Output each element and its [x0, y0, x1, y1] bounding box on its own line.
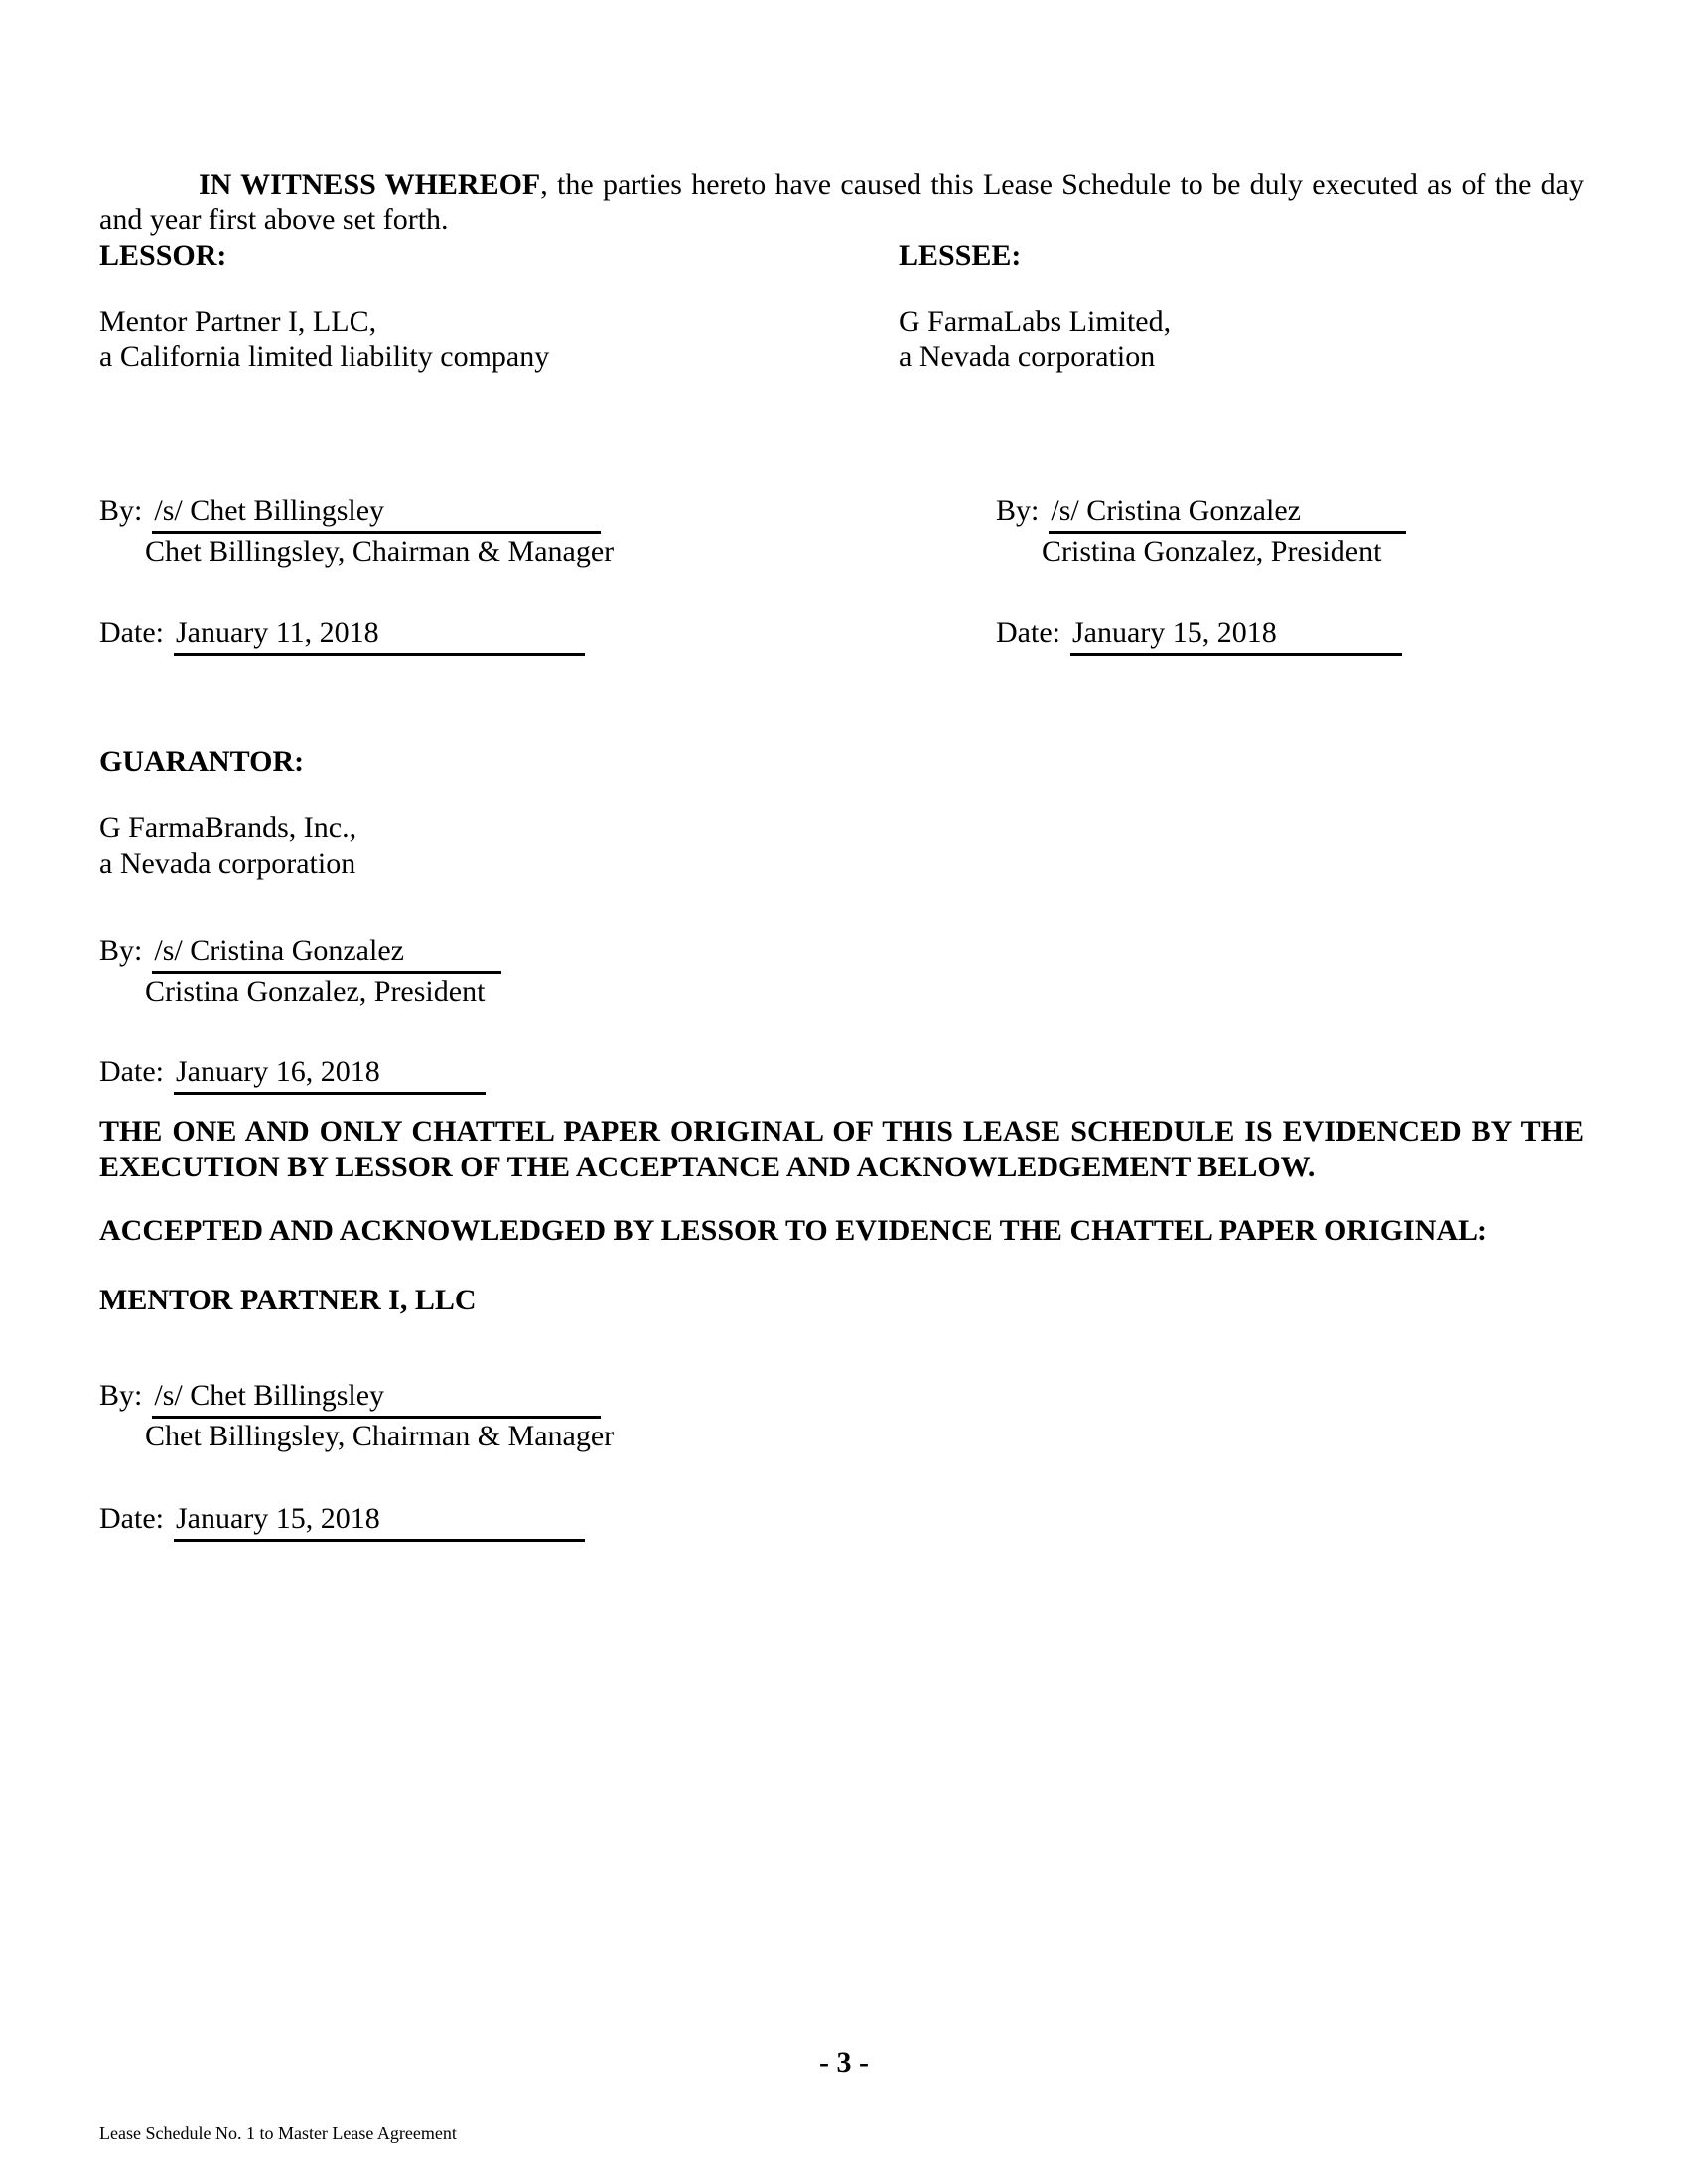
witness-clause-body: , the parties hereto have caused this Lease Schedule to be duly executed as of the day and year first above set forth. — [99, 168, 1584, 236]
guarantor-company-block — [99, 810, 356, 882]
lessor-heading: LESSOR: — [99, 239, 227, 272]
lessee-by-row — [996, 493, 1406, 534]
acceptance-by-row — [99, 1378, 614, 1419]
lessor-by-label: By: — [99, 494, 143, 527]
acceptance-signature-line: /s/ Chet Billingsley — [152, 1378, 601, 1419]
lessee-signature-line: /s/ Cristina Gonzalez — [1049, 493, 1406, 534]
acceptance-by-label: By: — [99, 1379, 143, 1412]
guarantor-date-line: January 16, 2018 — [174, 1054, 486, 1095]
acceptance-date-label: Date: — [99, 1502, 164, 1535]
lessor-date-label: Date: — [99, 616, 164, 649]
lessee-date-row — [996, 615, 1402, 656]
lessee-date-label: Date: — [996, 616, 1060, 649]
lessee-date-line: January 15, 2018 — [1070, 615, 1402, 656]
guarantor-by-row — [99, 933, 501, 974]
footer-note: Lease Schedule No. 1 to Master Lease Agreement — [99, 2123, 457, 2143]
lessee-by-label: By: — [996, 494, 1040, 527]
guarantor-heading: GUARANTOR: — [99, 746, 305, 778]
guarantor-date-row — [99, 1054, 486, 1095]
guarantor-signer-title: Cristina Gonzalez, President — [145, 975, 486, 1008]
witness-clause-lead: IN WITNESS WHEREOF — [199, 168, 541, 201]
guarantor-date-label: Date: — [99, 1055, 164, 1088]
lessee-company-block — [899, 304, 1171, 375]
lessee-signer-title: Cristina Gonzalez, President — [1042, 535, 1382, 568]
guarantor-signature-block — [99, 933, 501, 1010]
guarantor-company-name: G FarmaBrands, Inc., — [99, 811, 357, 844]
lessor-signature-line: /s/ Chet Billingsley — [152, 493, 601, 534]
lessor-signature-block — [99, 493, 614, 570]
acceptance-date-row — [99, 1501, 585, 1542]
page-number: - 3 - — [819, 2046, 869, 2079]
acceptance-company-name: MENTOR PARTNER I, LLC — [99, 1284, 477, 1316]
lessor-company-block — [99, 304, 549, 375]
lessee-company-type: a Nevada corporation — [899, 341, 1156, 373]
lessor-signer-title: Chet Billingsley, Chairman & Manager — [145, 535, 615, 568]
lessee-signature-block — [996, 493, 1406, 570]
lessor-date-line: January 11, 2018 — [174, 615, 585, 656]
acceptance-signer-title: Chet Billingsley, Chairman & Manager — [145, 1420, 615, 1452]
guarantor-by-label: By: — [99, 934, 143, 967]
lessee-company-name: G FarmaLabs Limited, — [899, 305, 1172, 338]
acceptance-statement: ACCEPTED AND ACKNOWLEDGED BY LESSOR TO EVIDENCE THE CHATTEL PAPER ORIGINAL: — [99, 1214, 1488, 1247]
guarantor-signature-line: /s/ Cristina Gonzalez — [152, 933, 501, 974]
lessor-by-row — [99, 493, 614, 534]
lessee-heading: LESSEE: — [899, 239, 1022, 272]
witness-clause — [99, 167, 1584, 238]
acceptance-date-line: January 15, 2018 — [174, 1501, 585, 1542]
guarantor-company-type: a Nevada corporation — [99, 847, 356, 880]
lessor-company-name: Mentor Partner I, LLC, — [99, 305, 377, 338]
lessor-company-type: a California limited liability company — [99, 341, 550, 373]
chattel-notice-paragraph: THE ONE AND ONLY CHATTEL PAPER ORIGINAL OF THIS LEASE SCHEDULE IS EVIDENCED BY THE EXECUTION BY LESSOR OF THE ACCEPTANCE AND ACKNOWLEDGEMENT BELOW. — [99, 1115, 1584, 1183]
acceptance-signature-block — [99, 1378, 614, 1454]
lessor-date-row — [99, 615, 585, 656]
